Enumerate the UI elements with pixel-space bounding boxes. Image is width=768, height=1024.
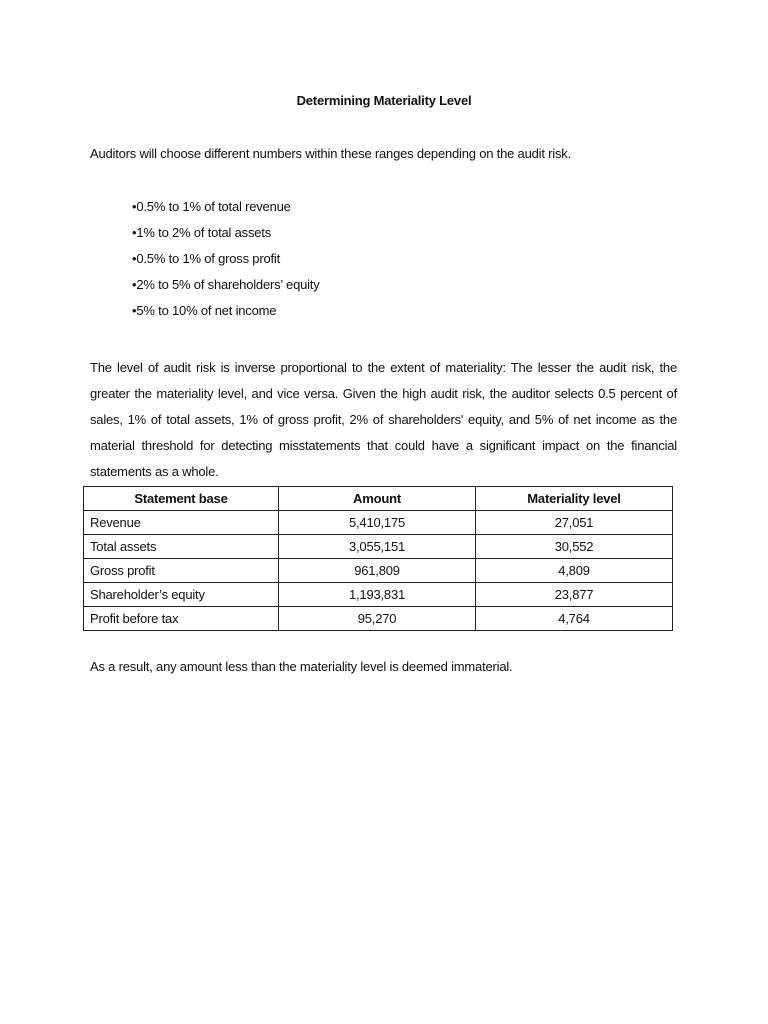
column-header-statement-base: Statement base xyxy=(84,487,279,511)
table-cell: 95,270 xyxy=(279,607,476,631)
table-cell: 4,809 xyxy=(476,559,673,583)
table-cell: Gross profit xyxy=(84,559,279,583)
table-cell: 23,877 xyxy=(476,583,673,607)
list-item: •2% to 5% of shareholders’ equity xyxy=(132,277,320,292)
table-cell: Revenue xyxy=(84,511,279,535)
list-item: •0.5% to 1% of gross profit xyxy=(132,251,281,266)
explanation-paragraph: The level of audit risk is inverse proportional to the extent of materiality: The lesser the audit risk, the greater the materiality level, and vice versa. Given the high audit risk, the auditor selects 0.5 percent of sales, 1% of total assets, 1% of gross profit, 2% of shareholders' equity, and 5% of net income as the material threshold for detecting misstatements that could have a significant impact on the financial statements as a whole. xyxy=(90,360,677,479)
table-cell: 27,051 xyxy=(476,511,673,535)
table-cell: Profit before tax xyxy=(84,607,279,631)
table-cell: 961,809 xyxy=(279,559,476,583)
table-cell: 5,410,175 xyxy=(279,511,476,535)
table-cell: 3,055,151 xyxy=(279,535,476,559)
table-cell: Total assets xyxy=(84,535,279,559)
table-row xyxy=(84,511,673,535)
table-cell: Shareholder’s equity xyxy=(84,583,279,607)
conclusion-text: As a result, any amount less than the materiality level is deemed immaterial. xyxy=(90,659,513,674)
table-cell: 4,764 xyxy=(476,607,673,631)
list-item: •0.5% to 1% of total revenue xyxy=(132,199,291,214)
bullet-list xyxy=(132,198,320,328)
column-header-amount: Amount xyxy=(279,487,476,511)
table-row xyxy=(84,607,673,631)
table-header-row xyxy=(84,487,673,511)
list-item: •5% to 10% of net income xyxy=(132,303,277,318)
page-title: Determining Materiality Level xyxy=(296,93,472,108)
table-row xyxy=(84,535,673,559)
table-row xyxy=(84,583,673,607)
column-header-materiality-level: Materiality level xyxy=(476,487,673,511)
intro-text: Auditors will choose different numbers within these ranges depending on the audit risk. xyxy=(90,146,571,161)
table-cell: 30,552 xyxy=(476,535,673,559)
materiality-table xyxy=(83,486,673,631)
list-item: •1% to 2% of total assets xyxy=(132,225,272,240)
table-row xyxy=(84,559,673,583)
table-cell: 1,193,831 xyxy=(279,583,476,607)
